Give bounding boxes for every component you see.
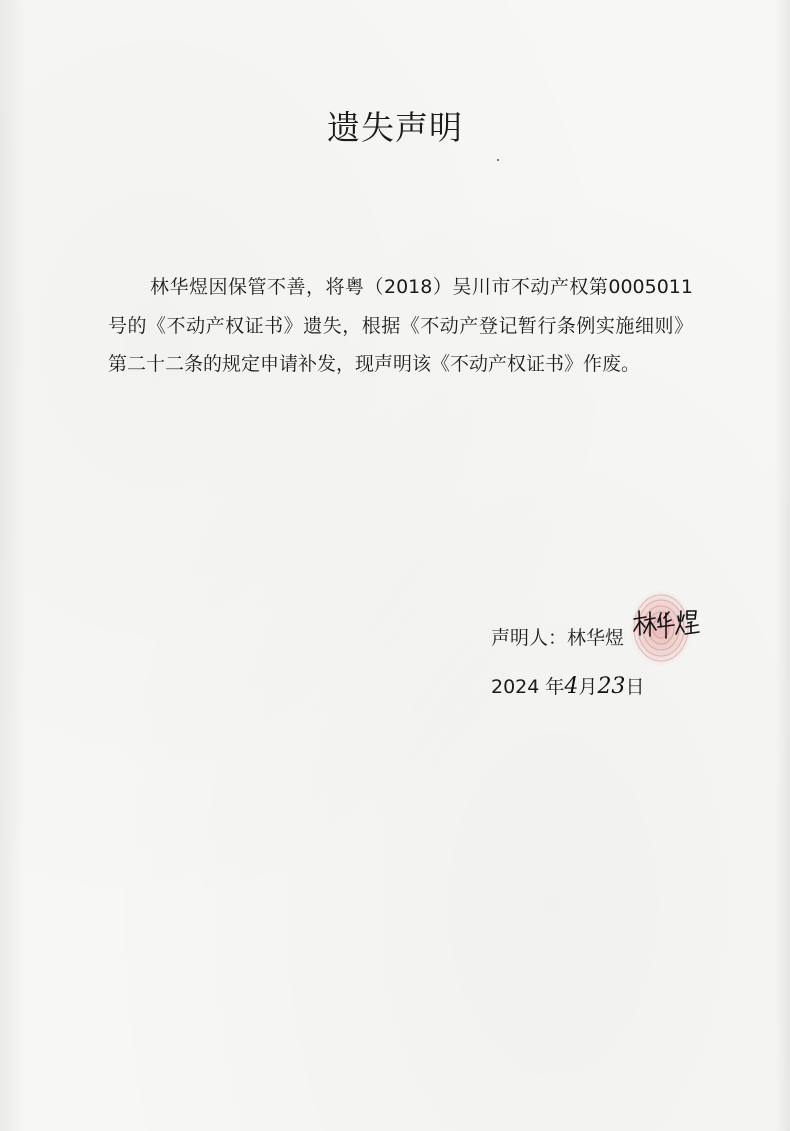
scan-shadow-right [774,0,790,1131]
date-line [491,672,644,702]
date-month-handwritten: 4 [564,674,579,699]
date-year-unit: 年 [545,676,565,698]
document-title: 遗失声明 [327,108,463,147]
declaration-body: 林华煜因保管不善，将粤（2018）吴川市不动产权第0005011 号的《不动产权证书》遗失，根据《不动产登记暂行条例实施细则》第二十二条的规定申请补发，现声明该《不动产权证书》作废。 [108,276,693,375]
date-year: 2024 [491,676,540,698]
scan-shadow-left [0,0,26,1131]
date-day-handwritten: 23 [597,674,626,699]
date-day-unit: 日 [625,676,645,698]
handwritten-signature [630,605,700,645]
scan-speck [497,159,499,161]
declarant-line: 声明人：林华煜 [491,627,625,649]
date-month-unit: 月 [578,676,598,698]
